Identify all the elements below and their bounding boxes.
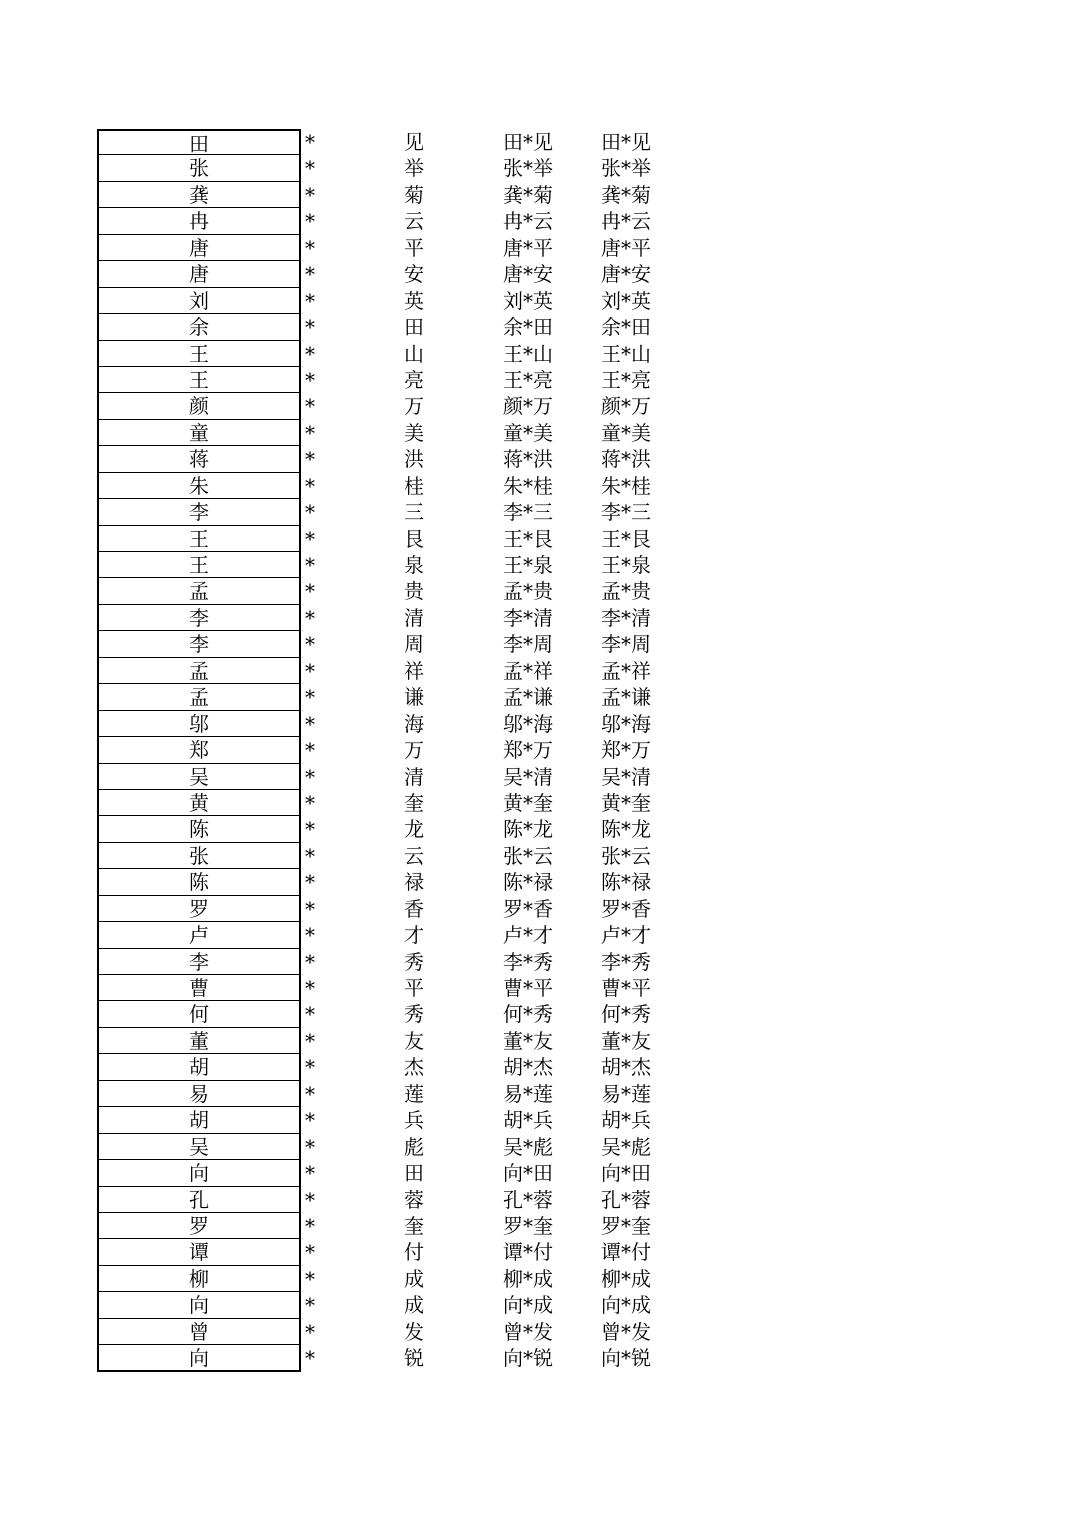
table-row: [0, 155, 1074, 181]
mask-cell[interactable]: *: [305, 235, 315, 260]
surname-cell[interactable]: 田: [97, 129, 301, 155]
mask-cell[interactable]: *: [305, 870, 315, 895]
surname-cell[interactable]: 曾: [97, 1319, 301, 1345]
table-row: [0, 578, 1074, 604]
surname-cell[interactable]: 余: [97, 314, 301, 340]
mask-cell[interactable]: *: [305, 288, 315, 313]
masked-name-cell[interactable]: 吴*清: [503, 764, 553, 789]
surname-cell[interactable]: 王: [97, 526, 301, 552]
mask-cell[interactable]: *: [305, 711, 315, 736]
masked-name-copy-cell[interactable]: 冉*云: [601, 209, 651, 234]
mask-cell[interactable]: *: [305, 764, 315, 789]
mask-cell[interactable]: *: [305, 605, 315, 630]
surname-cell[interactable]: 张: [97, 155, 301, 181]
given-name-cell[interactable]: 锐: [404, 1346, 424, 1371]
masked-name-copy-cell[interactable]: 曾*发: [601, 1319, 651, 1344]
masked-name-cell[interactable]: 龚*菊: [503, 182, 553, 207]
surname-cell[interactable]: 王: [97, 552, 301, 578]
table-row: [0, 1213, 1074, 1239]
mask-cell[interactable]: *: [305, 1293, 315, 1318]
table-row: [0, 1345, 1074, 1371]
table-row: [0, 816, 1074, 842]
given-name-cell[interactable]: 平: [404, 976, 424, 1000]
masked-name-cell[interactable]: 李*三: [503, 500, 553, 525]
mask-cell[interactable]: *: [305, 1028, 315, 1053]
surname-cell[interactable]: 陈: [97, 816, 301, 842]
table-row: [0, 446, 1074, 472]
given-name-cell[interactable]: 奎: [404, 790, 424, 815]
given-name-cell[interactable]: 云: [404, 209, 424, 234]
table-row: [0, 1054, 1074, 1080]
surname-cell[interactable]: 向: [97, 1160, 301, 1186]
surname-cell[interactable]: 谭: [97, 1239, 301, 1265]
given-name-cell[interactable]: 蓉: [404, 1187, 424, 1212]
table-row: [0, 1081, 1074, 1107]
masked-name-copy-cell[interactable]: 郑*万: [601, 738, 651, 763]
masked-name-cell[interactable]: 吴*彪: [503, 1134, 553, 1159]
masked-name-cell[interactable]: 李*周: [503, 632, 553, 657]
mask-cell[interactable]: *: [305, 738, 315, 763]
masked-name-copy-cell[interactable]: 吴*彪: [601, 1134, 651, 1159]
masked-name-copy-cell[interactable]: 张*云: [601, 843, 651, 868]
masked-name-cell[interactable]: 向*成: [503, 1293, 553, 1318]
mask-cell[interactable]: *: [305, 1002, 315, 1027]
surname-cell[interactable]: 郑: [97, 737, 301, 763]
mask-cell[interactable]: *: [305, 1187, 315, 1212]
table-row: [0, 552, 1074, 578]
mask-cell[interactable]: *: [305, 182, 315, 207]
surname-cell[interactable]: 李: [97, 499, 301, 525]
masked-name-cell[interactable]: 罗*香: [503, 896, 553, 921]
mask-cell[interactable]: *: [305, 1319, 315, 1344]
surname-cell[interactable]: 柳: [97, 1266, 301, 1292]
masked-name-cell[interactable]: 张*云: [503, 843, 553, 868]
given-name-cell[interactable]: 谦: [404, 685, 424, 710]
masked-name-copy-cell[interactable]: 李*三: [601, 500, 651, 525]
given-name-cell[interactable]: 安: [404, 262, 424, 287]
given-name-cell[interactable]: 平: [404, 235, 424, 260]
table-row: [0, 949, 1074, 975]
surname-cell[interactable]: 龚: [97, 182, 301, 208]
masked-name-copy-cell[interactable]: 罗*奎: [601, 1213, 651, 1238]
surname-cell[interactable]: 唐: [97, 261, 301, 287]
masked-name-copy-cell[interactable]: 龚*菊: [601, 182, 651, 207]
surname-cell[interactable]: 卢: [97, 922, 301, 948]
surname-cell[interactable]: 罗: [97, 1213, 301, 1239]
table-row: [0, 288, 1074, 314]
table-row: [0, 684, 1074, 710]
given-name-cell[interactable]: 周: [404, 632, 424, 657]
mask-cell[interactable]: *: [305, 843, 315, 868]
masked-name-cell[interactable]: 陈*禄: [503, 870, 553, 895]
masked-name-cell[interactable]: 孔*蓉: [503, 1187, 553, 1212]
name-table: [0, 129, 1074, 1372]
masked-name-copy-cell[interactable]: 罗*香: [601, 896, 651, 921]
masked-name-copy-cell[interactable]: 向*田: [601, 1161, 651, 1186]
masked-name-cell[interactable]: 童*美: [503, 420, 553, 445]
mask-cell[interactable]: *: [305, 1055, 315, 1080]
masked-name-copy-cell[interactable]: 王*艮: [601, 526, 651, 551]
table-row: [0, 473, 1074, 499]
mask-cell[interactable]: *: [305, 817, 315, 842]
table-row: [0, 1319, 1074, 1345]
surname-cell[interactable]: 唐: [97, 235, 301, 261]
mask-cell[interactable]: *: [305, 1108, 315, 1133]
surname-cell[interactable]: 董: [97, 1028, 301, 1054]
masked-name-copy-cell[interactable]: 颜*万: [601, 394, 651, 419]
masked-name-copy-cell[interactable]: 陈*龙: [601, 817, 651, 842]
surname-cell[interactable]: 黄: [97, 790, 301, 816]
mask-cell[interactable]: *: [305, 1134, 315, 1159]
given-name-cell[interactable]: 龙: [404, 817, 424, 842]
given-name-cell[interactable]: 泉: [404, 553, 424, 577]
masked-name-copy-cell[interactable]: 田*见: [601, 130, 651, 154]
masked-name-cell[interactable]: 孟*祥: [503, 658, 553, 683]
masked-name-cell[interactable]: 谭*付: [503, 1240, 553, 1265]
masked-name-copy-cell[interactable]: 曹*平: [601, 976, 651, 1000]
masked-name-copy-cell[interactable]: 何*秀: [601, 1002, 651, 1027]
surname-cell[interactable]: 蒋: [97, 446, 301, 472]
mask-cell[interactable]: *: [305, 473, 315, 498]
mask-cell[interactable]: *: [305, 1213, 315, 1238]
masked-name-copy-cell[interactable]: 孟*谦: [601, 685, 651, 710]
masked-name-cell[interactable]: 王*山: [503, 341, 553, 366]
surname-cell[interactable]: 罗: [97, 896, 301, 922]
mask-cell[interactable]: *: [305, 790, 315, 815]
table-row: [0, 261, 1074, 287]
table-row: [0, 1266, 1074, 1292]
masked-name-cell[interactable]: 孟*谦: [503, 685, 553, 710]
mask-cell[interactable]: *: [305, 632, 315, 657]
masked-name-copy-cell[interactable]: 王*泉: [601, 553, 651, 577]
given-name-cell[interactable]: 艮: [404, 526, 424, 551]
table-row: [0, 896, 1074, 922]
table-row: [0, 631, 1074, 657]
masked-name-copy-cell[interactable]: 谭*付: [601, 1240, 651, 1265]
surname-cell[interactable]: 童: [97, 420, 301, 446]
masked-name-copy-cell[interactable]: 董*友: [601, 1028, 651, 1053]
given-name-cell[interactable]: 祥: [404, 658, 424, 683]
table-row: [0, 208, 1074, 234]
masked-name-cell[interactable]: 朱*桂: [503, 473, 553, 498]
masked-name-cell[interactable]: 曾*发: [503, 1319, 553, 1344]
masked-name-cell[interactable]: 唐*平: [503, 235, 553, 260]
masked-name-cell[interactable]: 邬*海: [503, 711, 553, 736]
surname-cell[interactable]: 胡: [97, 1054, 301, 1080]
table-row: [0, 975, 1074, 1001]
surname-cell[interactable]: 李: [97, 631, 301, 657]
mask-cell[interactable]: *: [305, 156, 315, 181]
given-name-cell[interactable]: 莲: [404, 1081, 424, 1106]
masked-name-copy-cell[interactable]: 唐*安: [601, 262, 651, 287]
masked-name-copy-cell[interactable]: 孟*贵: [601, 579, 651, 604]
given-name-cell[interactable]: 桂: [404, 473, 424, 498]
masked-name-copy-cell[interactable]: 黄*奎: [601, 790, 651, 815]
given-name-cell[interactable]: 成: [404, 1293, 424, 1318]
surname-cell[interactable]: 向: [97, 1292, 301, 1318]
masked-name-copy-cell[interactable]: 王*亮: [601, 367, 651, 392]
given-name-cell[interactable]: 杰: [404, 1055, 424, 1080]
masked-name-copy-cell[interactable]: 张*举: [601, 156, 651, 181]
given-name-cell[interactable]: 山: [404, 341, 424, 366]
given-name-cell[interactable]: 清: [404, 605, 424, 630]
masked-name-cell[interactable]: 罗*奎: [503, 1213, 553, 1238]
masked-name-copy-cell[interactable]: 陈*禄: [601, 870, 651, 895]
table-row: [0, 182, 1074, 208]
masked-name-copy-cell[interactable]: 孟*祥: [601, 658, 651, 683]
surname-cell[interactable]: 何: [97, 1001, 301, 1027]
mask-cell[interactable]: *: [305, 1081, 315, 1106]
given-name-cell[interactable]: 见: [404, 130, 424, 154]
surname-cell[interactable]: 胡: [97, 1107, 301, 1133]
given-name-cell[interactable]: 举: [404, 156, 424, 181]
masked-name-cell[interactable]: 孟*贵: [503, 579, 553, 604]
table-row: [0, 235, 1074, 261]
table-row: [0, 711, 1074, 737]
masked-name-cell[interactable]: 郑*万: [503, 738, 553, 763]
given-name-cell[interactable]: 三: [404, 500, 424, 525]
mask-cell[interactable]: *: [305, 209, 315, 234]
given-name-cell[interactable]: 付: [404, 1240, 424, 1265]
masked-name-copy-cell[interactable]: 向*成: [601, 1293, 651, 1318]
table-row: [0, 341, 1074, 367]
table-row: [0, 1292, 1074, 1318]
table-row: [0, 737, 1074, 763]
surname-cell[interactable]: 刘: [97, 288, 301, 314]
masked-name-copy-cell[interactable]: 唐*平: [601, 235, 651, 260]
table-row: [0, 314, 1074, 340]
table-row: [0, 843, 1074, 869]
masked-name-copy-cell[interactable]: 孔*蓉: [601, 1187, 651, 1212]
given-name-cell[interactable]: 亮: [404, 367, 424, 392]
masked-name-copy-cell[interactable]: 童*美: [601, 420, 651, 445]
masked-name-cell[interactable]: 蒋*洪: [503, 447, 553, 472]
surname-cell[interactable]: 曹: [97, 975, 301, 1001]
masked-name-cell[interactable]: 胡*兵: [503, 1108, 553, 1133]
given-name-cell[interactable]: 香: [404, 896, 424, 921]
mask-cell[interactable]: *: [305, 447, 315, 472]
table-row: [0, 790, 1074, 816]
given-name-cell[interactable]: 田: [404, 315, 424, 340]
table-row: [0, 420, 1074, 446]
masked-name-cell[interactable]: 李*秀: [503, 949, 553, 974]
table-row: [0, 869, 1074, 895]
table-row: [0, 1134, 1074, 1160]
given-name-cell[interactable]: 禄: [404, 870, 424, 895]
mask-cell[interactable]: *: [305, 1240, 315, 1265]
surname-cell[interactable]: 孟: [97, 578, 301, 604]
given-name-cell[interactable]: 菊: [404, 182, 424, 207]
given-name-cell[interactable]: 英: [404, 288, 424, 313]
masked-name-cell[interactable]: 冉*云: [503, 209, 553, 234]
table-row: [0, 1028, 1074, 1054]
given-name-cell[interactable]: 兵: [404, 1108, 424, 1133]
mask-cell[interactable]: *: [305, 685, 315, 710]
mask-cell[interactable]: *: [305, 896, 315, 921]
surname-cell[interactable]: 冉: [97, 208, 301, 234]
masked-name-copy-cell[interactable]: 胡*杰: [601, 1055, 651, 1080]
masked-name-cell[interactable]: 刘*英: [503, 288, 553, 313]
surname-cell[interactable]: 陈: [97, 869, 301, 895]
mask-cell[interactable]: *: [305, 262, 315, 287]
mask-cell[interactable]: *: [305, 923, 315, 948]
table-row: [0, 1001, 1074, 1027]
masked-name-cell[interactable]: 余*田: [503, 315, 553, 340]
table-row: [0, 922, 1074, 948]
table-row: [0, 1160, 1074, 1186]
given-name-cell[interactable]: 贵: [404, 579, 424, 604]
given-name-cell[interactable]: 奎: [404, 1213, 424, 1238]
table-row: [0, 764, 1074, 790]
table-row: [0, 129, 1074, 155]
given-name-cell[interactable]: 成: [404, 1266, 424, 1291]
surname-cell[interactable]: 邬: [97, 711, 301, 737]
given-name-cell[interactable]: 万: [404, 394, 424, 419]
masked-name-copy-cell[interactable]: 蒋*洪: [601, 447, 651, 472]
mask-cell[interactable]: *: [305, 130, 315, 154]
surname-cell[interactable]: 吴: [97, 764, 301, 790]
masked-name-cell[interactable]: 王*亮: [503, 367, 553, 392]
mask-cell[interactable]: *: [305, 658, 315, 683]
masked-name-cell[interactable]: 向*田: [503, 1161, 553, 1186]
given-name-cell[interactable]: 彪: [404, 1134, 424, 1159]
table-row: [0, 605, 1074, 631]
masked-name-copy-cell[interactable]: 刘*英: [601, 288, 651, 313]
given-name-cell[interactable]: 云: [404, 843, 424, 868]
surname-cell[interactable]: 孟: [97, 684, 301, 710]
masked-name-cell[interactable]: 王*泉: [503, 553, 553, 577]
masked-name-cell[interactable]: 何*秀: [503, 1002, 553, 1027]
masked-name-cell[interactable]: 陈*龙: [503, 817, 553, 842]
masked-name-cell[interactable]: 胡*杰: [503, 1055, 553, 1080]
mask-cell[interactable]: *: [305, 315, 315, 340]
given-name-cell[interactable]: 万: [404, 738, 424, 763]
table-row: [0, 1239, 1074, 1265]
masked-name-copy-cell[interactable]: 朱*桂: [601, 473, 651, 498]
given-name-cell[interactable]: 发: [404, 1319, 424, 1344]
surname-cell[interactable]: 李: [97, 949, 301, 975]
masked-name-copy-cell[interactable]: 卢*才: [601, 923, 651, 948]
mask-cell[interactable]: *: [305, 394, 315, 419]
mask-cell[interactable]: *: [305, 500, 315, 525]
mask-cell[interactable]: *: [305, 949, 315, 974]
surname-cell[interactable]: 张: [97, 843, 301, 869]
given-name-cell[interactable]: 田: [404, 1161, 424, 1186]
masked-name-cell[interactable]: 王*艮: [503, 526, 553, 551]
mask-cell[interactable]: *: [305, 341, 315, 366]
given-name-cell[interactable]: 才: [404, 923, 424, 948]
table-row: [0, 658, 1074, 684]
masked-name-cell[interactable]: 向*锐: [503, 1346, 553, 1371]
given-name-cell[interactable]: 洪: [404, 447, 424, 472]
mask-cell[interactable]: *: [305, 976, 315, 1000]
masked-name-cell[interactable]: 田*见: [503, 130, 553, 154]
masked-name-copy-cell[interactable]: 吴*清: [601, 764, 651, 789]
surname-cell[interactable]: 吴: [97, 1134, 301, 1160]
mask-cell[interactable]: *: [305, 1346, 315, 1371]
given-name-cell[interactable]: 友: [404, 1028, 424, 1053]
table-row: [0, 1107, 1074, 1133]
masked-name-copy-cell[interactable]: 向*锐: [601, 1346, 651, 1371]
masked-name-cell[interactable]: 黄*奎: [503, 790, 553, 815]
masked-name-cell[interactable]: 柳*成: [503, 1266, 553, 1291]
mask-cell[interactable]: *: [305, 367, 315, 392]
table-row: [0, 393, 1074, 419]
masked-name-cell[interactable]: 卢*才: [503, 923, 553, 948]
masked-name-cell[interactable]: 李*清: [503, 605, 553, 630]
mask-cell[interactable]: *: [305, 420, 315, 445]
mask-cell[interactable]: *: [305, 526, 315, 551]
table-row: [0, 367, 1074, 393]
given-name-cell[interactable]: 清: [404, 764, 424, 789]
masked-name-copy-cell[interactable]: 柳*成: [601, 1266, 651, 1291]
masked-name-cell[interactable]: 易*莲: [503, 1081, 553, 1106]
surname-cell[interactable]: 王: [97, 341, 301, 367]
masked-name-copy-cell[interactable]: 李*秀: [601, 949, 651, 974]
masked-name-copy-cell[interactable]: 李*周: [601, 632, 651, 657]
surname-cell[interactable]: 朱: [97, 473, 301, 499]
masked-name-cell[interactable]: 董*友: [503, 1028, 553, 1053]
masked-name-copy-cell[interactable]: 易*莲: [601, 1081, 651, 1106]
surname-cell[interactable]: 向: [97, 1345, 301, 1371]
given-name-cell[interactable]: 美: [404, 420, 424, 445]
surname-cell[interactable]: 王: [97, 367, 301, 393]
mask-cell[interactable]: *: [305, 553, 315, 577]
masked-name-copy-cell[interactable]: 胡*兵: [601, 1108, 651, 1133]
surname-cell[interactable]: 孟: [97, 658, 301, 684]
mask-cell[interactable]: *: [305, 1266, 315, 1291]
mask-cell[interactable]: *: [305, 579, 315, 604]
table-row: [0, 526, 1074, 552]
masked-name-copy-cell[interactable]: 李*清: [601, 605, 651, 630]
table-row: [0, 499, 1074, 525]
surname-cell[interactable]: 孔: [97, 1187, 301, 1213]
masked-name-cell[interactable]: 曹*平: [503, 976, 553, 1000]
surname-cell[interactable]: 李: [97, 605, 301, 631]
surname-cell[interactable]: 易: [97, 1081, 301, 1107]
masked-name-copy-cell[interactable]: 邬*海: [601, 711, 651, 736]
mask-cell[interactable]: *: [305, 1161, 315, 1186]
given-name-cell[interactable]: 海: [404, 711, 424, 736]
masked-name-copy-cell[interactable]: 余*田: [601, 315, 651, 340]
given-name-cell[interactable]: 秀: [404, 949, 424, 974]
surname-cell[interactable]: 颜: [97, 393, 301, 419]
table-row: [0, 1187, 1074, 1213]
masked-name-copy-cell[interactable]: 王*山: [601, 341, 651, 366]
masked-name-cell[interactable]: 张*举: [503, 156, 553, 181]
masked-name-cell[interactable]: 唐*安: [503, 262, 553, 287]
masked-name-cell[interactable]: 颜*万: [503, 394, 553, 419]
given-name-cell[interactable]: 秀: [404, 1002, 424, 1027]
